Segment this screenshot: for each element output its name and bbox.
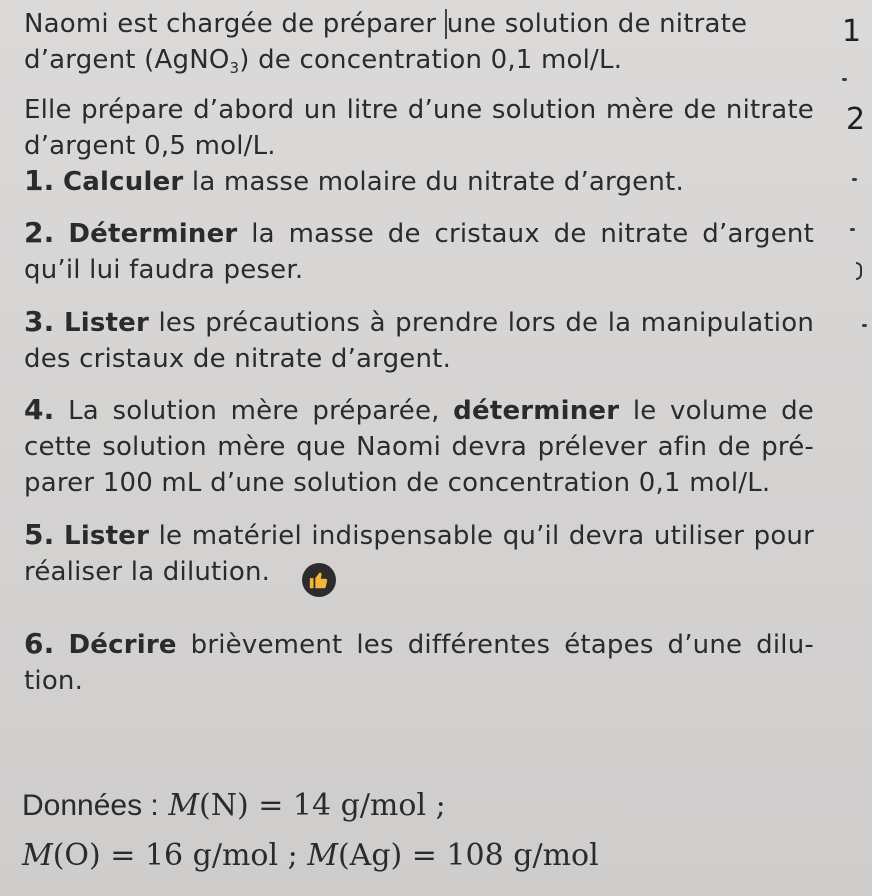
question-verb: Calculer [63,167,184,197]
question-verb: Décrire [68,630,177,660]
margin-speck [862,324,867,327]
intro-paragraph-1 [24,6,814,78]
donnees-block [22,784,842,878]
question-4 [24,392,814,501]
margin-speck [856,262,862,280]
math-value: = 14 g/mol ; [248,788,446,823]
molar-mass-ag [307,838,598,873]
question-text: les précautions à prendre lors de la manipulation des cristaux de nitrate d’argent. [24,308,814,374]
question-6 [24,626,814,699]
question-verb: Déterminer [68,219,238,249]
intro-paragraph-2 [24,92,814,164]
question-text: la masse molaire du nitrate d’argent. [183,167,684,197]
math-element: (O) [52,838,101,873]
intro-text: Naomi est chargée de préparer [24,9,445,39]
donnees-label: Données : [22,789,159,822]
molar-mass-n [168,788,445,823]
math-symbol: M [22,838,53,873]
question-number: 5. [24,518,55,551]
question-text: le volume de cette solution mère que Naomi devra prélever afin de pré-parer 100 mL d’une solution de concentration 0,1 mol/L. [24,396,814,498]
margin-number-1: 1 [842,14,862,49]
margin-speck [842,78,847,81]
margin-speck [852,178,857,181]
donnees-line-2 [22,834,842,878]
margin-number-2: 2 [846,102,866,137]
question-number: 4. [24,393,55,426]
question-5 [24,517,814,590]
intro-text: d’argent (AgNO [24,45,230,75]
donnees-line-1 [22,784,842,828]
math-element: (Ag) [337,838,403,873]
molar-mass-o [22,838,307,873]
question-number: 2. [24,216,55,249]
question-verb: déterminer [453,396,620,426]
intro-text: Elle prépare d’abord un litre d’une solution mère de nitrate d’argent 0,5 mol/L. [24,95,814,161]
question-verb: Lister [64,521,150,551]
question-text: La solution mère préparée, [54,396,454,426]
question-text: brièvement les différentes étapes d’une dilu-tion. [24,630,814,696]
question-1 [24,163,814,200]
intro-text: une solution de nitrate [446,9,748,39]
exercise-intro [24,6,814,164]
question-number: 3. [24,305,55,338]
question-3 [24,304,814,377]
question-text: la masse de cristaux de nitrate d’argent qu’il lui faudra peser. [24,219,815,285]
math-value: = 108 g/mol [402,838,599,873]
question-2 [24,215,814,288]
question-number: 6. [24,627,55,660]
math-value: = 16 g/mol ; [100,838,308,873]
math-symbol: M [168,788,200,823]
margin-speck [850,228,855,231]
math-symbol: M [307,838,338,873]
math-element: (N) [199,788,249,823]
question-verb: Lister [63,308,150,338]
thumbs-up-icon [302,563,336,597]
formula-subscript: 3 [229,59,240,77]
intro-text: ) de concentration 0,1 mol/L. [239,45,623,75]
question-text: le matériel indispensable qu’il devra utiliser pour réaliser la dilution. [24,521,814,587]
question-number: 1. [24,164,55,197]
